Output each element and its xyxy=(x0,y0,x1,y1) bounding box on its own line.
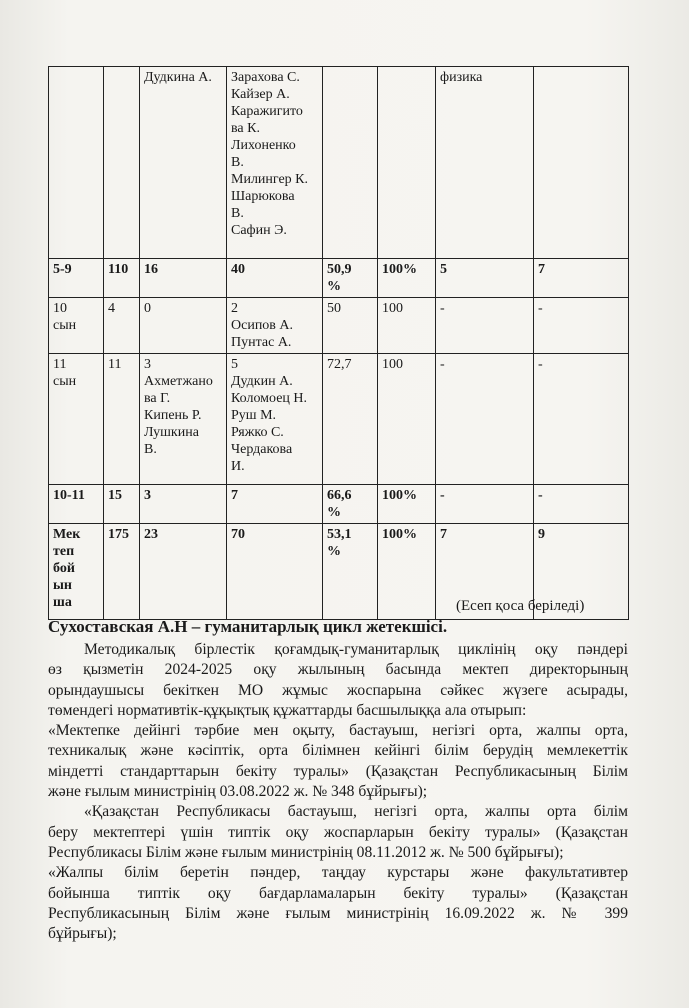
table-cell xyxy=(104,524,140,620)
paragraph-line: және ғылым министрінің 03.08.2022 ж. № 348 бұйрығы); xyxy=(48,783,428,801)
cell-text: 100% xyxy=(382,488,417,503)
table-cell xyxy=(49,354,104,485)
table-cell xyxy=(227,67,323,259)
cell-text: 70 xyxy=(231,527,245,542)
cell-text: Ряжко С. xyxy=(231,425,284,440)
cell-text: Кайзер А. xyxy=(231,87,290,102)
table-cell xyxy=(49,524,104,620)
table-cell xyxy=(227,354,323,485)
table-cell xyxy=(378,298,436,354)
table-cell xyxy=(323,485,378,524)
cell-text: 3 xyxy=(144,488,151,503)
table-cell xyxy=(227,524,323,620)
table-row xyxy=(49,485,629,524)
cell-text: ва Г. xyxy=(144,391,171,406)
section-heading: Сухоставская А.Н – гуманитарлық цикл жетекшісі. xyxy=(48,617,448,636)
cell-text: ша xyxy=(53,595,72,610)
cell-text: ын xyxy=(53,578,72,593)
paragraph-line: міндетті стандарттарын бекіту туралы» (Қазақстан Республикасының Білім xyxy=(48,762,628,780)
cell-text: Сафин Э. xyxy=(231,223,287,238)
table-cell xyxy=(323,298,378,354)
cell-text: Милингер К. xyxy=(231,172,309,187)
cell-text: 100 xyxy=(382,357,403,372)
cell-text: 10 xyxy=(53,301,67,316)
table-cell xyxy=(227,485,323,524)
paragraph-line: төмендегі нормативтік-құқықтық құжаттарды басшылыққа ала отырып: xyxy=(48,701,527,719)
cell-text: 9 xyxy=(538,527,545,542)
table-cell xyxy=(534,298,629,354)
table-cell xyxy=(323,259,378,298)
table-cell xyxy=(436,354,534,485)
cell-text: физика xyxy=(440,70,483,85)
table-row xyxy=(49,298,629,354)
cell-text: Осипов А. xyxy=(231,318,294,333)
cell-text: 100% xyxy=(382,527,417,542)
table-cell xyxy=(140,354,227,485)
cell-text: Мек xyxy=(53,527,81,542)
cell-text: - xyxy=(538,357,543,372)
cell-text: % xyxy=(327,505,341,520)
table-cell xyxy=(534,67,629,259)
cell-text: 11 xyxy=(108,357,122,372)
cell-text: 100 xyxy=(382,301,403,316)
cell-text: 5 xyxy=(440,262,447,277)
table-cell xyxy=(378,67,436,259)
table-cell xyxy=(534,485,629,524)
table-row xyxy=(49,67,629,259)
paragraph-line: «Мектепке дейінгі тәрбие мен оқыту, бастауыш, негізгі орта, жалпы орта, xyxy=(48,722,628,740)
table-cell xyxy=(104,298,140,354)
table-cell xyxy=(104,67,140,259)
paragraph-line: беру мектептері үшін типтік оқу жоспарларын бекіту туралы» (Қазақстан xyxy=(48,823,628,841)
cell-text: Чердакова xyxy=(231,442,293,457)
table-cell xyxy=(378,524,436,620)
table-cell xyxy=(140,67,227,259)
table-row xyxy=(49,259,629,298)
table-cell xyxy=(140,524,227,620)
cell-text: Лихоненко xyxy=(231,138,296,153)
cell-text: сын xyxy=(53,374,77,389)
cell-text: 5-9 xyxy=(53,262,72,277)
table-cell xyxy=(140,298,227,354)
table-cell xyxy=(323,354,378,485)
cell-text: 5 xyxy=(231,357,238,372)
cell-text: 10-11 xyxy=(53,488,85,503)
cell-text: 50 xyxy=(327,301,341,316)
cell-text: 72,7 xyxy=(327,357,352,372)
cell-text: В. xyxy=(231,155,244,170)
cell-text: 16 xyxy=(144,262,158,277)
cell-text: 23 xyxy=(144,527,158,542)
cell-text: Лушкина xyxy=(144,425,199,440)
cell-text: И. xyxy=(231,459,245,474)
table-cell xyxy=(378,485,436,524)
cell-text: Дудкина А. xyxy=(144,70,212,85)
paragraph-line: бұйрығы); xyxy=(48,925,117,943)
table-cell xyxy=(49,67,104,259)
statistics-table xyxy=(48,66,629,620)
table-cell xyxy=(534,354,629,485)
cell-text: 110 xyxy=(108,262,129,277)
table-cell xyxy=(104,259,140,298)
cell-text: 4 xyxy=(108,301,115,316)
table-cell xyxy=(378,354,436,485)
cell-text: В. xyxy=(231,206,244,221)
cell-text: 66,6 xyxy=(327,488,352,503)
paragraph-line: Республикасы Білім және ғылым министрінің 08.11.2012 ж. № 500 бұйрығы); xyxy=(48,843,564,861)
paragraph-line: бойынша типтік оқу бағдарламаларын бекіту туралы» (Қазақстан xyxy=(48,884,628,902)
table-cell xyxy=(140,485,227,524)
table-cell xyxy=(323,524,378,620)
body-paragraphs xyxy=(48,640,628,944)
cell-text: 15 xyxy=(108,488,122,503)
cell-text: 11 xyxy=(53,357,67,372)
cell-text: 7 xyxy=(538,262,545,277)
paragraph-line: «Жалпы білім беретін пәндер, таңдау курстары және факультативтер xyxy=(48,864,628,882)
table-cell xyxy=(227,259,323,298)
cell-text: 2 xyxy=(231,301,238,316)
table-cell xyxy=(436,259,534,298)
table-cell xyxy=(323,67,378,259)
cell-text: 175 xyxy=(108,527,129,542)
table-cell xyxy=(49,259,104,298)
cell-text: - xyxy=(440,488,445,503)
cell-text: Кипень Р. xyxy=(144,408,202,423)
table-row xyxy=(49,354,629,485)
table-cell xyxy=(378,259,436,298)
cell-text: - xyxy=(538,301,543,316)
cell-text: Шарюкова xyxy=(231,189,295,204)
cell-text: 50,9 xyxy=(327,262,352,277)
cell-text: 53,1 xyxy=(327,527,352,542)
paragraph-line: Республикасының Білім және ғылым министрінің 16.09.2022 ж. № 399 xyxy=(48,904,628,922)
cell-text: 100% xyxy=(382,262,417,277)
cell-text: - xyxy=(440,357,445,372)
table-cell xyxy=(436,298,534,354)
cell-text: - xyxy=(440,301,445,316)
report-attached-note: (Есеп қоса беріледі) xyxy=(456,598,585,614)
table-cell xyxy=(436,485,534,524)
cell-text: Коломоец Н. xyxy=(231,391,308,406)
cell-text: Зарахова С. xyxy=(231,70,300,85)
paragraph-line: техникалық және кәсіптік, орта білімнен кейінгі білім берудің мемлекеттік xyxy=(48,742,628,760)
cell-text: бой xyxy=(53,561,75,576)
table-cell xyxy=(104,354,140,485)
cell-text: ва К. xyxy=(231,121,260,136)
cell-text: Руш М. xyxy=(231,408,277,423)
paragraph-line: орындаушысы бекіткен МО жұмыс жоспарына сәйкес жүзеге асырады, xyxy=(48,681,628,699)
cell-text: 3 xyxy=(144,357,151,372)
cell-text: - xyxy=(538,488,543,503)
cell-text: 40 xyxy=(231,262,245,277)
table-cell xyxy=(227,298,323,354)
table-cell xyxy=(104,485,140,524)
paragraph-line: «Қазақстан Республикасы бастауыш, негізгі орта, жалпы орта білім xyxy=(84,803,628,821)
cell-text: 7 xyxy=(231,488,238,503)
cell-text: 7 xyxy=(440,527,447,542)
cell-text: 0 xyxy=(144,301,151,316)
cell-text: Пунтас А. xyxy=(231,335,292,350)
table-cell xyxy=(534,259,629,298)
cell-text: Дудкин А. xyxy=(231,374,293,389)
table-cell xyxy=(49,298,104,354)
cell-text: сын xyxy=(53,318,77,333)
table-cell xyxy=(436,67,534,259)
paragraph-line: Методикалық бірлестік қоғамдық-гуманитарлық циклінің оқу пәндері xyxy=(84,641,628,658)
cell-text: Ахметжано xyxy=(144,374,213,389)
cell-text: В. xyxy=(144,442,157,457)
cell-text: Каражигито xyxy=(231,104,303,119)
table-cell xyxy=(140,259,227,298)
cell-text: % xyxy=(327,279,341,294)
cell-text: % xyxy=(327,544,341,559)
table-cell xyxy=(49,485,104,524)
cell-text: теп xyxy=(53,544,75,559)
paragraph-line: өз қызметін 2024-2025 оқу жылының басында мектеп директорының xyxy=(48,661,628,679)
